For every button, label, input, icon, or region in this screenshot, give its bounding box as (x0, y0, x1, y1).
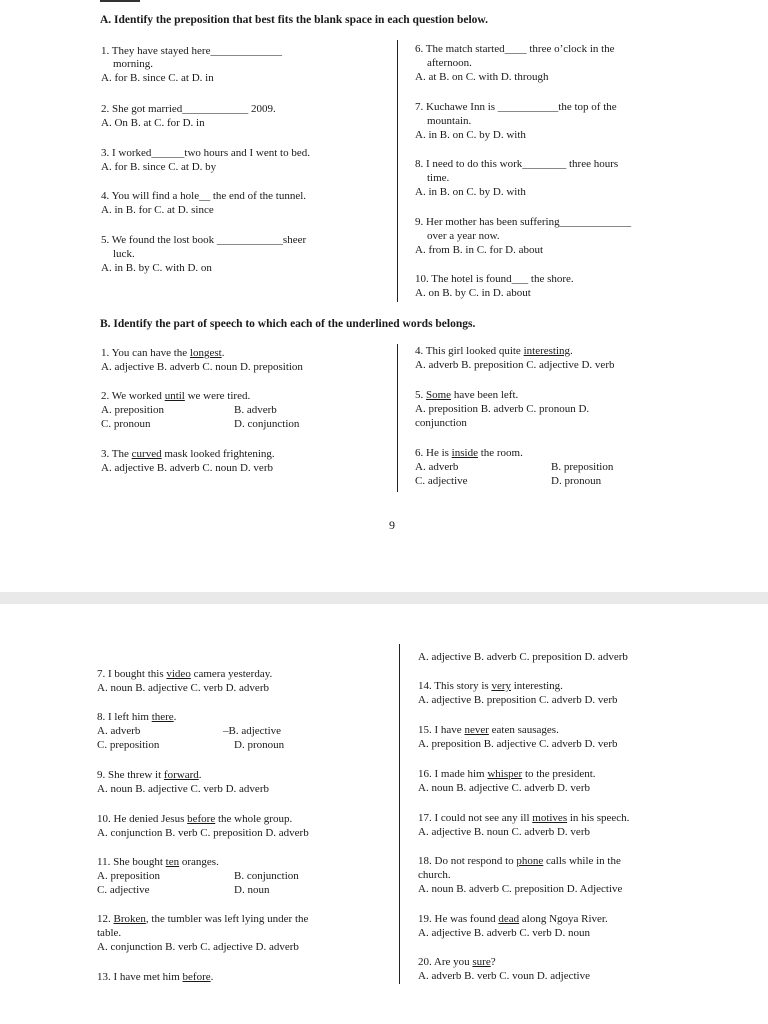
question-a7-cont: mountain. (427, 115, 472, 127)
question-b5: 5. Some have been left. (415, 389, 519, 401)
question-a8: 8. I need to do this work________ three hours (415, 158, 619, 170)
underlined-word: there (151, 711, 174, 723)
option-b11-a: A. preposition (97, 870, 160, 882)
question-a6: 6. The match started____ three o’clock in the (415, 43, 615, 55)
option-b8-b: –B. adjective (223, 725, 282, 737)
question-a7: 7. Kuchawe Inn is ___________the top of the (415, 101, 617, 113)
option-b6-a: A. adverb (415, 461, 459, 473)
question-a4: 4. You will find a hole__ the end of the tunnel. (101, 190, 307, 202)
question-b6: 6. He is inside the room. (415, 447, 523, 459)
column-divider (397, 344, 398, 492)
question-a6-cont: afternoon. (427, 57, 472, 69)
question-b14: 14. This story is very interesting. (418, 680, 563, 692)
underlined-word: curved (131, 448, 162, 460)
options-a5: A. in B. by C. with D. on (101, 262, 212, 274)
options-b4: A. adverb B. preposition C. adjective D. verb (415, 359, 615, 371)
options-b12: A. conjunction B. verb C. adjective D. adverb (97, 941, 299, 953)
underlined-word: until (164, 390, 185, 402)
underlined-word: very (491, 680, 511, 692)
column-divider (399, 644, 400, 984)
option-b6-c: C. adjective (415, 475, 468, 487)
options-a10: A. on B. by C. in D. about (415, 287, 531, 299)
question-a2: 2. She got married____________ 2009. (101, 103, 276, 115)
option-b2-b: B. adverb (234, 404, 277, 416)
question-b20: 20. Are you sure? (418, 956, 496, 968)
question-b12: 12. Broken, the tumbler was left lying under the (97, 913, 309, 925)
underlined-word: inside (451, 447, 478, 459)
underlined-word: phone (516, 855, 544, 867)
underlined-word: motives (532, 812, 568, 824)
options-b17: A. adjective B. noun C. adverb D. verb (418, 826, 590, 838)
underlined-word: sure (472, 956, 491, 968)
question-b18-cont: church. (418, 869, 451, 881)
options-a8: A. in B. on C. by D. with (415, 186, 526, 198)
options-a4: A. in B. for C. at D. since (101, 204, 214, 216)
question-a8-cont: time. (427, 172, 450, 184)
underlined-word: longest (189, 347, 222, 359)
option-b11-d: D. noun (234, 884, 270, 896)
question-b3: 3. The curved mask looked frightening. (101, 448, 275, 460)
cropped-heading-fragment (100, 0, 140, 5)
underlined-word: dead (498, 913, 520, 925)
page-separator (0, 592, 768, 604)
question-a3: 3. I worked______two hours and I went to bed. (101, 147, 310, 159)
options-b1: A. adjective B. adverb C. noun D. preposition (101, 361, 303, 373)
question-a1-cont: morning. (113, 58, 154, 70)
options-b10: A. conjunction B. verb C. preposition D. adverb (97, 827, 309, 839)
options-b3: A. adjective B. adverb C. noun D. verb (101, 462, 273, 474)
question-b7: 7. I bought this video camera yesterday. (97, 668, 273, 680)
underlined-word: interesting (523, 345, 571, 357)
question-a10: 10. The hotel is found___ the shore. (415, 273, 574, 285)
question-b15: 15. I have never eaten sausages. (418, 724, 559, 736)
options-a2: A. On B. at C. for D. in (101, 117, 205, 129)
underlined-word: before (187, 813, 216, 825)
options-b20: A. adverb B. verb C. voun D. adjective (418, 970, 590, 982)
options-b18: A. noun B. adverb C. preposition D. Adjective (418, 883, 623, 895)
options-a3: A. for B. since C. at D. by (101, 161, 217, 173)
options-a9: A. from B. in C. for D. about (415, 244, 544, 256)
option-b11-c: C. adjective (97, 884, 150, 896)
question-b11: 11. She bought ten oranges. (97, 856, 219, 868)
underlined-word: whisper (487, 768, 523, 780)
question-b19: 19. He was found dead along Ngoya River. (418, 913, 608, 925)
question-b16: 16. I made him whisper to the president. (418, 768, 596, 780)
question-b4: 4. This girl looked quite interesting. (415, 345, 573, 357)
options-b5: A. preposition B. adverb C. pronoun D. (415, 403, 590, 415)
question-b9: 9. She threw it forward. (97, 769, 202, 781)
option-b2-c: C. pronoun (101, 418, 151, 430)
options-b16: A. noun B. adjective C. adverb D. verb (418, 782, 590, 794)
question-b10: 10. He denied Jesus before the whole group. (97, 813, 293, 825)
section-a-heading: A. Identify the preposition that best fits the blank space in each question below. (100, 14, 488, 26)
underlined-word: before (182, 971, 211, 983)
page-number: 9 (389, 518, 395, 532)
question-b2: 2. We worked until we were tired. (101, 390, 251, 402)
question-b1: 1. You can have the longest. (101, 347, 225, 359)
question-a9: 9. Her mother has been suffering_____________ (415, 216, 632, 228)
option-b8-c: C. preposition (97, 739, 160, 751)
option-b2-d: D. conjunction (234, 418, 300, 430)
question-a1: 1. They have stayed here_____________ (101, 45, 282, 57)
question-b12-cont: table. (97, 927, 122, 939)
options-a1: A. for B. since C. at D. in (101, 72, 214, 84)
column-divider (397, 40, 398, 302)
option-b6-b: B. preposition (551, 461, 614, 473)
question-a5-cont: luck. (113, 248, 135, 260)
option-b11-b: B. conjunction (234, 870, 299, 882)
question-b8: 8. I left him there. (97, 711, 177, 723)
option-b8-d: D. pronoun (234, 739, 285, 751)
underlined-word: never (464, 724, 489, 736)
options-b15: A. preposition B. adjective C. adverb D. verb (418, 738, 618, 750)
underlined-word: Some (426, 389, 452, 401)
options-b19: A. adjective B. adverb C. verb D. noun (418, 927, 590, 939)
options-b13: A. adjective B. adverb C. preposition D. adverb (418, 651, 628, 663)
options-b7: A. noun B. adjective C. verb D. adverb (97, 682, 269, 694)
section-b-heading: B. Identify the part of speech to which each of the underlined words belongs. (100, 318, 476, 330)
options-b5-cont: conjunction (415, 417, 467, 429)
options-b14: A. adjective B. preposition C. adverb D. verb (418, 694, 618, 706)
underlined-word: ten (165, 856, 180, 868)
question-b18: 18. Do not respond to phone calls while in the (418, 855, 621, 867)
worksheet-page-2 (0, 604, 768, 1024)
options-b9: A. noun B. adjective C. verb D. adverb (97, 783, 269, 795)
question-a9-cont: over a year now. (427, 230, 500, 242)
option-b6-d: D. pronoun (551, 475, 602, 487)
underlined-word: Broken (113, 913, 146, 925)
underlined-word: video (166, 668, 191, 680)
question-b13: 13. I have met him before. (97, 971, 214, 983)
option-b8-a: A. adverb (97, 725, 141, 737)
options-a7: A. in B. on C. by D. with (415, 129, 526, 141)
underlined-word: forward (163, 769, 199, 781)
question-b17: 17. I could not see any ill motives in his speech. (418, 812, 630, 824)
question-a5: 5. We found the lost book ____________sheer (101, 234, 307, 246)
option-b2-a: A. preposition (101, 404, 164, 416)
options-a6: A. at B. on C. with D. through (415, 71, 549, 83)
